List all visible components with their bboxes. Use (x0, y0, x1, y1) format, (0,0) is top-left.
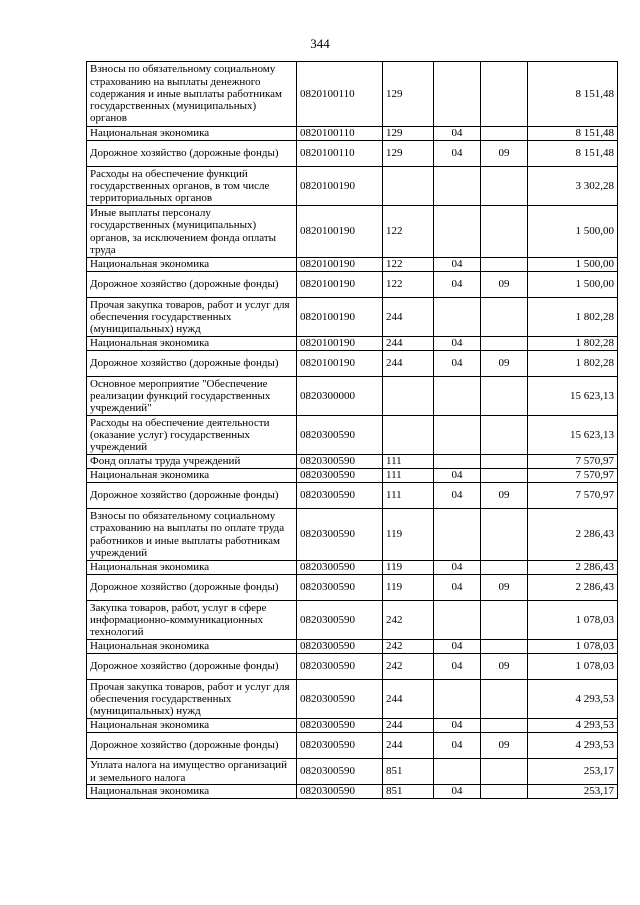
cell-target-code: 0820300590 (297, 469, 383, 483)
cell-subsection: 09 (481, 351, 528, 377)
cell-section (434, 455, 481, 469)
cell-amount: 7 570,97 (528, 483, 618, 509)
cell-amount: 1 802,28 (528, 337, 618, 351)
cell-name: Национальная экономика (87, 785, 297, 799)
cell-expense-type: 244 (383, 298, 434, 337)
cell-amount: 2 286,43 (528, 509, 618, 561)
cell-subsection (481, 127, 528, 141)
cell-expense-type: 119 (383, 509, 434, 561)
cell-amount: 1 500,00 (528, 258, 618, 272)
cell-amount: 2 286,43 (528, 575, 618, 601)
cell-amount: 253,17 (528, 785, 618, 799)
cell-section (434, 167, 481, 206)
cell-name: Закупка товаров, работ, услуг в сфере информационно-коммуникационных технологий (87, 601, 297, 640)
cell-expense-type: 122 (383, 258, 434, 272)
cell-section: 04 (434, 561, 481, 575)
table-row (87, 455, 618, 469)
cell-section: 04 (434, 337, 481, 351)
cell-subsection (481, 785, 528, 799)
cell-target-code: 0820300590 (297, 719, 383, 733)
cell-amount: 4 293,53 (528, 733, 618, 759)
cell-subsection (481, 206, 528, 258)
cell-name: Национальная экономика (87, 258, 297, 272)
cell-expense-type (383, 167, 434, 206)
cell-section (434, 509, 481, 561)
table-row (87, 601, 618, 640)
cell-amount: 4 293,53 (528, 680, 618, 719)
cell-subsection: 09 (481, 654, 528, 680)
cell-subsection: 09 (481, 733, 528, 759)
cell-subsection (481, 337, 528, 351)
cell-expense-type: 111 (383, 483, 434, 509)
table-row (87, 62, 618, 127)
cell-amount: 1 078,03 (528, 601, 618, 640)
cell-name: Прочая закупка товаров, работ и услуг для обеспечения государственных (муниципальных) нужд (87, 680, 297, 719)
cell-expense-type: 119 (383, 575, 434, 601)
table-row (87, 416, 618, 455)
table-row (87, 272, 618, 298)
table-row (87, 575, 618, 601)
cell-expense-type: 129 (383, 62, 434, 127)
cell-amount: 1 500,00 (528, 272, 618, 298)
cell-expense-type: 244 (383, 351, 434, 377)
cell-expense-type: 851 (383, 759, 434, 785)
cell-name: Дорожное хозяйство (дорожные фонды) (87, 272, 297, 298)
cell-target-code: 0820300590 (297, 455, 383, 469)
cell-target-code: 0820100190 (297, 337, 383, 351)
cell-subsection (481, 455, 528, 469)
cell-subsection: 09 (481, 141, 528, 167)
cell-target-code: 0820100190 (297, 258, 383, 272)
cell-expense-type: 129 (383, 141, 434, 167)
table-row (87, 141, 618, 167)
cell-target-code: 0820300000 (297, 377, 383, 416)
table-row (87, 337, 618, 351)
cell-amount: 8 151,48 (528, 127, 618, 141)
cell-name: Уплата налога на имущество организаций и земельного налога (87, 759, 297, 785)
table-row (87, 509, 618, 561)
cell-target-code: 0820300590 (297, 733, 383, 759)
cell-expense-type: 122 (383, 272, 434, 298)
cell-amount: 1 802,28 (528, 298, 618, 337)
cell-name: Прочая закупка товаров, работ и услуг для обеспечения государственных (муниципальных) нужд (87, 298, 297, 337)
cell-target-code: 0820300590 (297, 509, 383, 561)
cell-subsection (481, 377, 528, 416)
table-row (87, 351, 618, 377)
cell-name: Иные выплаты персоналу государственных (муниципальных) органов, за исключением фонда оплаты труда (87, 206, 297, 258)
cell-subsection: 09 (481, 272, 528, 298)
cell-section: 04 (434, 272, 481, 298)
cell-subsection (481, 759, 528, 785)
cell-name: Взносы по обязательному социальному страхованию на выплаты по оплате труда работников и иные выплаты работникам учреждений (87, 509, 297, 561)
cell-subsection (481, 640, 528, 654)
cell-expense-type: 119 (383, 561, 434, 575)
cell-section (434, 206, 481, 258)
cell-name: Дорожное хозяйство (дорожные фонды) (87, 654, 297, 680)
cell-name: Расходы на обеспечение функций государственных органов, в том числе территориальных органов (87, 167, 297, 206)
cell-amount: 253,17 (528, 759, 618, 785)
table-row (87, 469, 618, 483)
cell-name: Национальная экономика (87, 337, 297, 351)
cell-name: Национальная экономика (87, 719, 297, 733)
cell-target-code: 0820300590 (297, 680, 383, 719)
cell-name: Дорожное хозяйство (дорожные фонды) (87, 141, 297, 167)
cell-name: Национальная экономика (87, 469, 297, 483)
cell-name: Национальная экономика (87, 561, 297, 575)
cell-target-code: 0820100190 (297, 272, 383, 298)
cell-expense-type: 242 (383, 640, 434, 654)
cell-expense-type: 244 (383, 733, 434, 759)
table-row (87, 785, 618, 799)
cell-section: 04 (434, 258, 481, 272)
cell-section: 04 (434, 351, 481, 377)
cell-target-code: 0820100190 (297, 351, 383, 377)
cell-amount: 7 570,97 (528, 469, 618, 483)
cell-expense-type (383, 416, 434, 455)
cell-amount: 8 151,48 (528, 141, 618, 167)
table-row (87, 167, 618, 206)
cell-subsection (481, 680, 528, 719)
cell-amount: 1 500,00 (528, 206, 618, 258)
cell-expense-type: 111 (383, 469, 434, 483)
cell-subsection (481, 561, 528, 575)
cell-amount: 2 286,43 (528, 561, 618, 575)
cell-subsection: 09 (481, 575, 528, 601)
cell-target-code: 0820100110 (297, 141, 383, 167)
cell-target-code: 0820300590 (297, 601, 383, 640)
cell-expense-type: 244 (383, 719, 434, 733)
cell-amount: 4 293,53 (528, 719, 618, 733)
cell-target-code: 0820300590 (297, 575, 383, 601)
cell-amount: 1 802,28 (528, 351, 618, 377)
cell-subsection: 09 (481, 483, 528, 509)
cell-section (434, 62, 481, 127)
cell-target-code: 0820300590 (297, 759, 383, 785)
cell-name: Дорожное хозяйство (дорожные фонды) (87, 733, 297, 759)
cell-expense-type: 242 (383, 654, 434, 680)
cell-section: 04 (434, 483, 481, 509)
cell-name: Расходы на обеспечение деятельности (оказание услуг) государственных учреждений (87, 416, 297, 455)
cell-target-code: 0820100110 (297, 62, 383, 127)
cell-section: 04 (434, 469, 481, 483)
cell-subsection (481, 416, 528, 455)
cell-amount: 1 078,03 (528, 654, 618, 680)
cell-subsection (481, 258, 528, 272)
cell-expense-type: 851 (383, 785, 434, 799)
table-row (87, 561, 618, 575)
cell-expense-type: 122 (383, 206, 434, 258)
cell-subsection (481, 601, 528, 640)
table-row (87, 759, 618, 785)
cell-target-code: 0820300590 (297, 654, 383, 680)
cell-section: 04 (434, 719, 481, 733)
cell-section (434, 759, 481, 785)
cell-expense-type: 244 (383, 680, 434, 719)
cell-expense-type: 111 (383, 455, 434, 469)
table-row (87, 680, 618, 719)
cell-amount: 7 570,97 (528, 455, 618, 469)
table-row (87, 206, 618, 258)
cell-name: Дорожное хозяйство (дорожные фонды) (87, 483, 297, 509)
table-row (87, 258, 618, 272)
cell-section (434, 298, 481, 337)
cell-expense-type: 242 (383, 601, 434, 640)
cell-section: 04 (434, 733, 481, 759)
table-row (87, 719, 618, 733)
cell-target-code: 0820100190 (297, 206, 383, 258)
page-number: 344 (310, 36, 330, 51)
cell-section: 04 (434, 141, 481, 167)
cell-section (434, 416, 481, 455)
cell-name: Основное мероприятие "Обеспечение реализации функций государственных учреждений" (87, 377, 297, 416)
table-body (87, 62, 618, 799)
cell-amount: 15 623,13 (528, 416, 618, 455)
table-row (87, 640, 618, 654)
cell-target-code: 0820300590 (297, 416, 383, 455)
cell-target-code: 0820100190 (297, 167, 383, 206)
cell-expense-type (383, 377, 434, 416)
cell-target-code: 0820300590 (297, 483, 383, 509)
cell-name: Дорожное хозяйство (дорожные фонды) (87, 351, 297, 377)
cell-subsection (481, 509, 528, 561)
cell-section (434, 601, 481, 640)
cell-expense-type: 129 (383, 127, 434, 141)
table-row (87, 127, 618, 141)
table-row (87, 298, 618, 337)
cell-section (434, 377, 481, 416)
cell-amount: 3 302,28 (528, 167, 618, 206)
cell-name: Национальная экономика (87, 640, 297, 654)
cell-name: Дорожное хозяйство (дорожные фонды) (87, 575, 297, 601)
cell-subsection (481, 719, 528, 733)
cell-section: 04 (434, 640, 481, 654)
cell-expense-type: 244 (383, 337, 434, 351)
cell-section: 04 (434, 127, 481, 141)
cell-name: Фонд оплаты труда учреждений (87, 455, 297, 469)
cell-section: 04 (434, 785, 481, 799)
cell-amount: 1 078,03 (528, 640, 618, 654)
cell-target-code: 0820100190 (297, 298, 383, 337)
table-row (87, 733, 618, 759)
cell-subsection (481, 167, 528, 206)
table-row (87, 654, 618, 680)
cell-section: 04 (434, 575, 481, 601)
cell-target-code: 0820100110 (297, 127, 383, 141)
cell-name: Взносы по обязательному социальному страхованию на выплаты денежного содержания и иные выплаты работникам государственных (муниципальных) органов (87, 62, 297, 127)
cell-target-code: 0820300590 (297, 561, 383, 575)
cell-subsection (481, 62, 528, 127)
cell-name: Национальная экономика (87, 127, 297, 141)
cell-amount: 15 623,13 (528, 377, 618, 416)
cell-target-code: 0820300590 (297, 640, 383, 654)
cell-subsection (481, 298, 528, 337)
budget-table (86, 61, 618, 799)
cell-section: 04 (434, 654, 481, 680)
cell-subsection (481, 469, 528, 483)
table-row (87, 377, 618, 416)
cell-section (434, 680, 481, 719)
cell-amount: 8 151,48 (528, 62, 618, 127)
table-row (87, 483, 618, 509)
cell-target-code: 0820300590 (297, 785, 383, 799)
